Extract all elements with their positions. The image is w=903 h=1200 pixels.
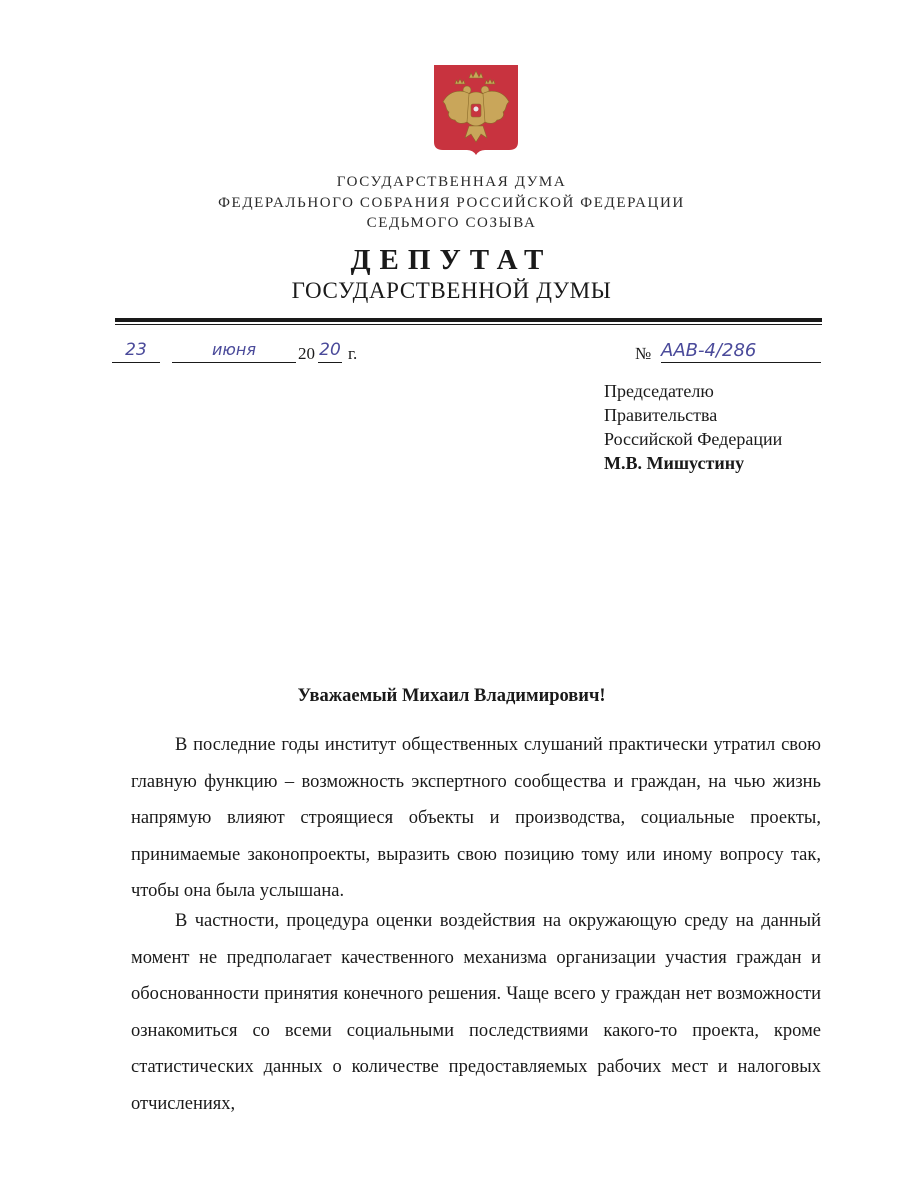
addressee-block xyxy=(604,379,782,475)
institution-line-1: ГОСУДАРСТВЕННАЯ ДУМА xyxy=(336,174,567,190)
letterhead-subtitle: ГОСУДАРСТВЕННОЙ ДУМЫ xyxy=(291,278,612,303)
header-divider-thick xyxy=(115,318,822,322)
addressee-line-3: Российской Федерации xyxy=(604,429,783,449)
institution-line-2: ФЕДЕРАЛЬНОГО СОБРАНИЯ РОССИЙСКОЙ ФЕДЕРАЦИИ xyxy=(218,195,685,211)
institution-line-3: СЕДЬМОГО СОЗЫВА xyxy=(366,215,537,231)
date-year-mark: г. xyxy=(348,344,358,363)
date-day: 23 xyxy=(112,340,160,363)
number-label: № xyxy=(635,344,652,363)
addressee-name: М.В. Мишустину xyxy=(604,453,745,473)
addressee-line-1: Председателю xyxy=(604,381,714,401)
coat-of-arms-emblem xyxy=(433,64,519,156)
body-paragraph-1: В последние годы институт общественных слушаний практически утратил свою главную функцию – возможность экспертного сообщества и граждан, на чью жизнь напрямую влияют строящиеся объекты и производства, социальные проекты, принимаемые законопроекты, выразить свою позицию тому или иному вопросу так, чтобы она была услышана. xyxy=(131,735,821,902)
letterhead-title: ДЕПУТАТ xyxy=(350,244,553,276)
body-paragraph-2: В частности, процедура оценки воздействия на окружающую среду на данный момент не предполагает качественного механизма организации участия граждан и обоснованности принятия конечного решения. Чаще всего у граждан нет возможности ознакомиться со всеми социальными последствиями какого-то проекта, кроме статистических данных о количестве предоставляемых рабочих мест и налоговых отчислениях, xyxy=(131,911,821,1114)
addressee-line-2: Правительства xyxy=(604,405,718,425)
header-divider-thin xyxy=(115,324,822,325)
number-value: ААВ-4/286 xyxy=(661,340,821,363)
date-year-suffix: 20 xyxy=(318,340,342,363)
date-year-prefix: 20 xyxy=(298,344,315,363)
greeting: Уважаемый Михаил Владимирович! xyxy=(297,686,606,706)
date-month: июня xyxy=(172,340,296,363)
